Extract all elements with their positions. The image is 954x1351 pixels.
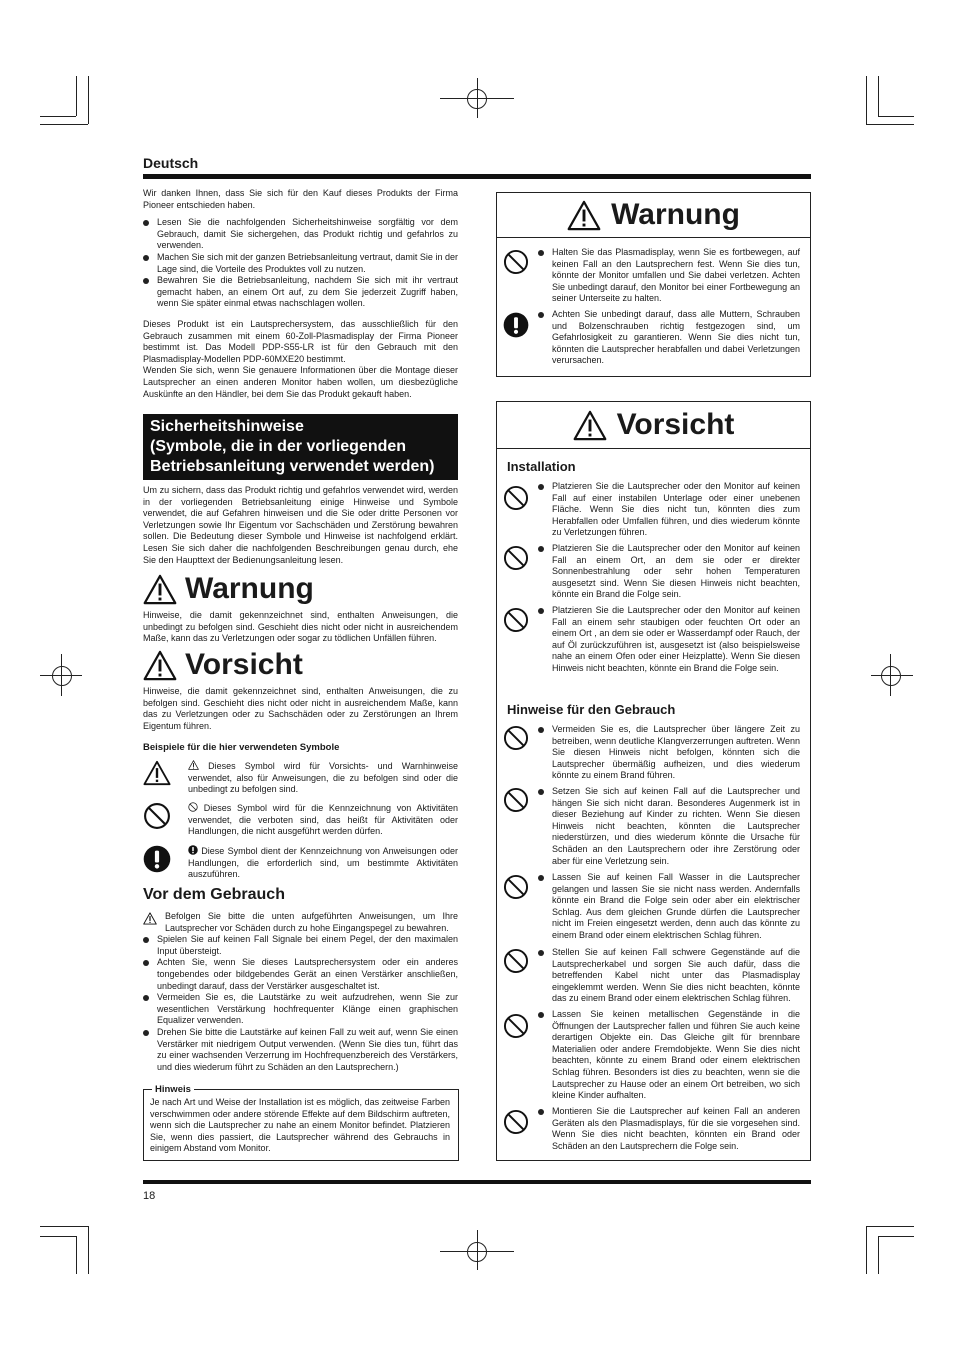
usage-heading: Hinweise für den Gebrauch xyxy=(507,702,676,717)
list-item: Setzen Sie sich auf keinen Fall auf die Lautsprecher und hängen Sie sich nicht daran. Besonderes Augenmerk ist in dieser Beziehung auf Kinder zu richten. Wenn Sie diesen Hinweis nicht beachten, könnten die Lautsprecher niederstürzen, und dies wiederum könnte die Ursache für Schäden an den Lautsprechern oder ihre Zerstörung oder aber für eine Verletzung sein. xyxy=(538,786,800,867)
prohibited-icon xyxy=(503,1109,529,1135)
safety-paragraph: Um zu sichern, dass das Produkt richtig und gefahrlos verwendet wird, werden in der vorliegenden Betriebsanleitung einige Hinweise und Symbole verwendet, die auf Gefahren hinweisen und die Sie oder dritte Personen vor Verletzungen sowie Ihr Eigentum vor Sachschäden und Zerstörung bewahren sollen. Die Bedeutung dieser Symbole und Hinweise ist nachfolgend erklärt. Lesen Sie sich daher die nachfolgenden Beschreibungen genau durch, ehe Sie den Haupttext der Bedienungsanleitung lesen. xyxy=(143,485,458,565)
list-item: Drehen Sie bitte die Lautstärke auf keinen Fall zu weit auf, wenn Sie einen Verstärker mit niedrigem Output verwenden. (Wenn Sie dies tun, führt das zu einer wachsenden Verzerrung im Hochfrequenzbereich des Verstärkers, und dies wiederum führt zu Schäden an den Lautsprechern.) xyxy=(143,1027,458,1073)
list-item: Spielen Sie auf keinen Fall Signale bei einem Pegel, der den maximalen Input übersteigt. xyxy=(143,934,458,957)
note-label: Hinweis xyxy=(152,1084,194,1095)
warning-triangle-icon xyxy=(143,760,171,786)
intro-paragraph: Wir danken Ihnen, dass Sie sich für den Kauf dieses Produkts der Firma Pioneer entschieden haben. xyxy=(143,188,458,210)
prohibited-icon xyxy=(503,787,529,813)
list-item: Bewahren Sie die Betriebsanleitung, nachdem Sie sich mit ihr vertraut gemacht haben, an einem Ort auf, zu dem Sie jederzeit Zugriff haben, wenn Sie später einmal etwas nachschlagen wollen. xyxy=(143,275,458,310)
warnung-description: Hinweise, die damit gekennzeichnet sind, enthalten Anweisungen, die unbedingt zu befolgen sind. Geschieht dies nicht oder nicht in ausreichendem Maße, kann das zu Verletzungen oder sogar zu tödlichen Unfällen führen. xyxy=(143,610,458,644)
prohibited-icon xyxy=(503,948,529,974)
list-item: Lesen Sie die nachfolgenden Sicherheitshinweise sorgfältig vor dem Gebrauch, damit Sie sichergehen, das Produkt richtig und gefahrlos zu verwenden. xyxy=(143,217,458,252)
page-number: 18 xyxy=(143,1190,156,1202)
warning-triangle-icon xyxy=(143,574,177,605)
mandatory-action-icon xyxy=(143,845,171,873)
list-item: Platzieren Sie die Lautsprecher oder den Monitor auf keinen Fall an einem sehr staubigen oder feuchten Ort oder an einem Ort , an dem sie oder er Wasserdampf oder Rauch, der auf Öl zurückzuführen ist, ausgesetzt ist (also beispielsweise nahe an einem Ofen oder einer Heizplatte). Wenn Sie diesen Hinweis nicht beachten, könnte ein Brand die Folge sein. xyxy=(538,605,800,675)
footer-rule xyxy=(143,1180,811,1184)
list-item: Platzieren Sie die Lautsprecher oder den Monitor auf keinen Fall an einem Ort, an dem sie oder er direkter Sonnenbestrahlung oder sehr hohen Temperaturen ausgesetzt sind. Wenn Sie diesen Hinweis nicht beachten, könnte ein Brand die Folge sein. xyxy=(538,543,800,601)
before-use-heading: Vor dem Gebrauch xyxy=(143,886,285,903)
safety-heading: Sicherheitshinweise (Symbole, die in der vorliegenden Betriebsanleitung verwendet werden) xyxy=(143,414,458,480)
mandatory-action-icon xyxy=(503,312,529,338)
prohibited-icon xyxy=(503,607,529,633)
list-item: Vermeiden Sie es, die Lautstärke zu weit aufzudrehen, wenn Sie zur wesentlichen Verstärkung hochfrequenter Klänge einen graphischen Equalizer verwenden. xyxy=(143,992,458,1027)
note-text: Je nach Art und Weise der Installation ist es möglich, das zeitweise Farben verschwimmen oder andere störende Effekte auf dem Bildschirm auftreten, wenn sich die Lautsprecher zu nahe an einem Monitor befindet. Platzieren Sie, wenn dies passiert, die Lautsprecher während des Gebrauchs in einigem Abstand vom Monitor. xyxy=(150,1097,450,1154)
prohibited-icon xyxy=(503,485,529,511)
list-item: Achten Sie unbedingt darauf, dass alle Muttern, Schrauben und Bolzenschrauben richtig festgezogen sind, um Gefahrlosigkeit zu garantieren. Wenn Sie dies nicht tun, könnten die Lautsprecher herabfallen und dabei Verletzungen verursachen. xyxy=(538,309,800,367)
symbol-example-mandatory: Diese Symbol dient der Kennzeichnung von Anweisungen oder Handlungen, die erforderlich sind, um bestimmte Aktivitäten auszuführen. xyxy=(143,845,458,881)
warning-triangle-icon xyxy=(567,200,601,231)
prohibited-icon xyxy=(143,802,171,830)
symbol-example-prohibit: Dieses Symbol wird für die Kennzeichnung von Aktivitäten verwendet, die verboten sind, das heißt für Aktivitäten oder Handlungen, die nicht ausgeführt werden dürfen. xyxy=(143,802,458,838)
before-use-list: Befolgen Sie bitte die unten aufgeführten Anweisungen, um Ihre Lautsprecher vor Schäden durch zu hohe Eingangspegel zu bewahren. Spielen Sie auf keinen Fall Signale bei einem Pegel, der den maximalen Input übersteigt. Achten Sie, wenn Sie dieses Lautsprechersystem oder ein anderes tongebendes oder bildgebendes Gerät an einen Verstärker anschließen, unbedingt darauf, dass der Verstärker ausgeschaltet ist. Vermeiden Sie es, die Lautstärke zu weit aufzudrehen, wenn Sie zur wesentlichen Verstärkung hochfrequenter Klänge einen graphischen Equalizer verwenden. Drehen Sie bitte die Lautstärke auf keinen Fall zu weit auf, wenn Sie einen Verstärker mit niedrigem Output verwenden. (Wenn Sie dies tun, führt das zu einer wachsenden Verzerrung im Hochfrequenzbereich des Verstärkers, und dies wiederum führt zu Schäden an den Lautsprechern.) xyxy=(143,911,458,1073)
installation-heading: Installation xyxy=(507,459,576,474)
prohibited-icon xyxy=(503,874,529,900)
list-item: Vermeiden Sie es, die Lautsprecher über längere Zeit zu betreiben, wenn deutliche Klangverzerrungen auftreten. Wenn Sie diesen Hinweis nicht befolgen, könnten sich die Lautsprecher übermäßig aufheizen, und dies wiederum könnte zu einem Brand führen. xyxy=(538,724,800,782)
warnung-box xyxy=(496,192,811,377)
warning-triangle-icon xyxy=(143,912,157,925)
warning-triangle-icon xyxy=(188,760,199,770)
prohibited-icon xyxy=(503,249,529,275)
list-item: Lassen Sie keinen metallischen Gegenstände in die Öffnungen der Lautsprecher fallen und führen Sie auch keine derartigen Objekte ein. Das Gleiche gilt für brennbare Materialien oder andere Fremdobjekte. Wenn Sie dies nicht beachten, könnte zu einem Brand oder einem elektrischen Schlag führen. Besonders ist dies zu beachten, wenn sie die Lautsprecher zu Hause oder an einem Ort betreiben, wo sich kleine Kinder aufhalten. xyxy=(538,1009,800,1102)
list-item: Montieren Sie die Lautsprecher auf keinen Fall an anderen Geräten als den Plasmadisplays, für die sie vorgesehen sind. Wenn Sie dies nicht beachten, könnten ein Brand oder Schäden an den Lautsprechern die Folge sein. xyxy=(538,1106,800,1152)
prohibited-icon xyxy=(503,725,529,751)
list-item: Achten Sie, wenn Sie dieses Lautsprechersystem oder ein anderes tongebendes oder bildgebendes Gerät an einen Verstärker anschließen, unbedingt darauf, dass der Verstärker ausgeschaltet ist. xyxy=(143,957,458,992)
list-item: Lassen Sie auf keinen Fall Wasser in die Lautsprecher gelangen und lassen Sie sie nicht nass werden. Andernfalls könnte ein Brand die Folge sein oder aber ein elektrischer Schlag. Aus dem gleichen Grunde dürfen die Lautsprecher nicht im Freien eingesetzt werden, denn auch das könnte zu einem Brand oder einem elektrischen Schlag führen. xyxy=(538,872,800,942)
mandatory-action-icon xyxy=(188,845,198,855)
intro-bullets xyxy=(143,217,458,310)
prohibited-icon xyxy=(503,545,529,571)
vorsicht-heading: Vorsicht xyxy=(143,648,303,682)
intro-paragraph: Wenden Sie sich, wenn Sie genauere Informationen über die Montage dieser Lautsprecher an einen anderen Monitor haben wollen, um diesbezügliche Auskünfte an den Händler, bei dem Sie das Produkt gekauft haben. xyxy=(143,365,458,399)
intro-section xyxy=(143,188,458,400)
prohibited-icon xyxy=(503,1013,529,1039)
warning-triangle-icon xyxy=(143,650,177,681)
header-rule xyxy=(143,174,811,179)
vorsicht-box xyxy=(496,401,811,1161)
list-item: Machen Sie sich mit der ganzen Betriebsanleitung vertraut, damit Sie in der Lage sind, die Vorteile des Produktes voll zu nutzen. xyxy=(143,252,458,275)
examples-heading: Beispiele für die hier verwendeten Symbole xyxy=(143,742,340,753)
list-item: Halten Sie das Plasmadisplay, wenn Sie es fortbewegen, auf keinen Fall an den Lautsprechern fest. Wenn Sie dies tun, könnte der Monitor umfallen und Sie dabei verletzen. Achten Sie unbedingt darauf, den Monitor bei einer Fortbewegung an seiner Unterseite zu halten. xyxy=(538,247,800,305)
warning-triangle-icon xyxy=(573,410,607,441)
warnung-box-title: Warnung xyxy=(611,198,740,231)
language-label: Deutsch xyxy=(143,155,199,171)
list-item: Stellen Sie auf keinen Fall schwere Gegenstände auf die Lautsprecherkabel und sorgen Sie auch dafür, dass die betreffenden Kabel nicht unter das Plasmadisplay eingeklemmt werden. Wenn Sie dies nicht beachten, könnte das zu einem Brand oder einem elektrischen Schlag führen. xyxy=(538,947,800,1005)
intro-paragraph: Dieses Produkt ist ein Lautsprechersystem, das ausschließlich für den Gebrauch zusammen mit einem 60-Zoll-Plasmadisplay der Firma Pioneer bestimmt ist. Das Modell PDP-S55-LR ist für den Gebrauch mit den Plasmadisplay-Modellen PDP-60MXE20 bestimmt. xyxy=(143,318,458,364)
vorsicht-description: Hinweise, die damit gekennzeichnet sind, enthalten Anweisungen, die zu befolgen sind. Geschieht dies nicht oder nicht in ausreichendem Maße, kann das zu Verletzungen oder zu Sachschäden oder zu Zerstörungen an Ihrem Eigentum führen. xyxy=(143,686,458,731)
prohibited-icon xyxy=(188,802,198,812)
note-box xyxy=(143,1084,459,1161)
list-item: Platzieren Sie die Lautsprecher oder den Monitor auf keinen Fall auf einer instabilen Unterlage oder einer unebenen Fläche. Wenn Sie dies nicht tun, könnten dies zum Herabfallen oder Umfallen führen, und dies wiederum könnte zu Verletzungen führen. xyxy=(538,481,800,539)
warnung-heading: Warnung xyxy=(143,572,314,606)
symbol-example-warning: Dieses Symbol wird für Vorsichts- und Warnhinweise verwendet, also für Anweisungen, die zu befolgen sind oder die unbedingt zu befolgen sind. xyxy=(143,760,458,796)
vorsicht-box-title: Vorsicht xyxy=(616,408,735,441)
